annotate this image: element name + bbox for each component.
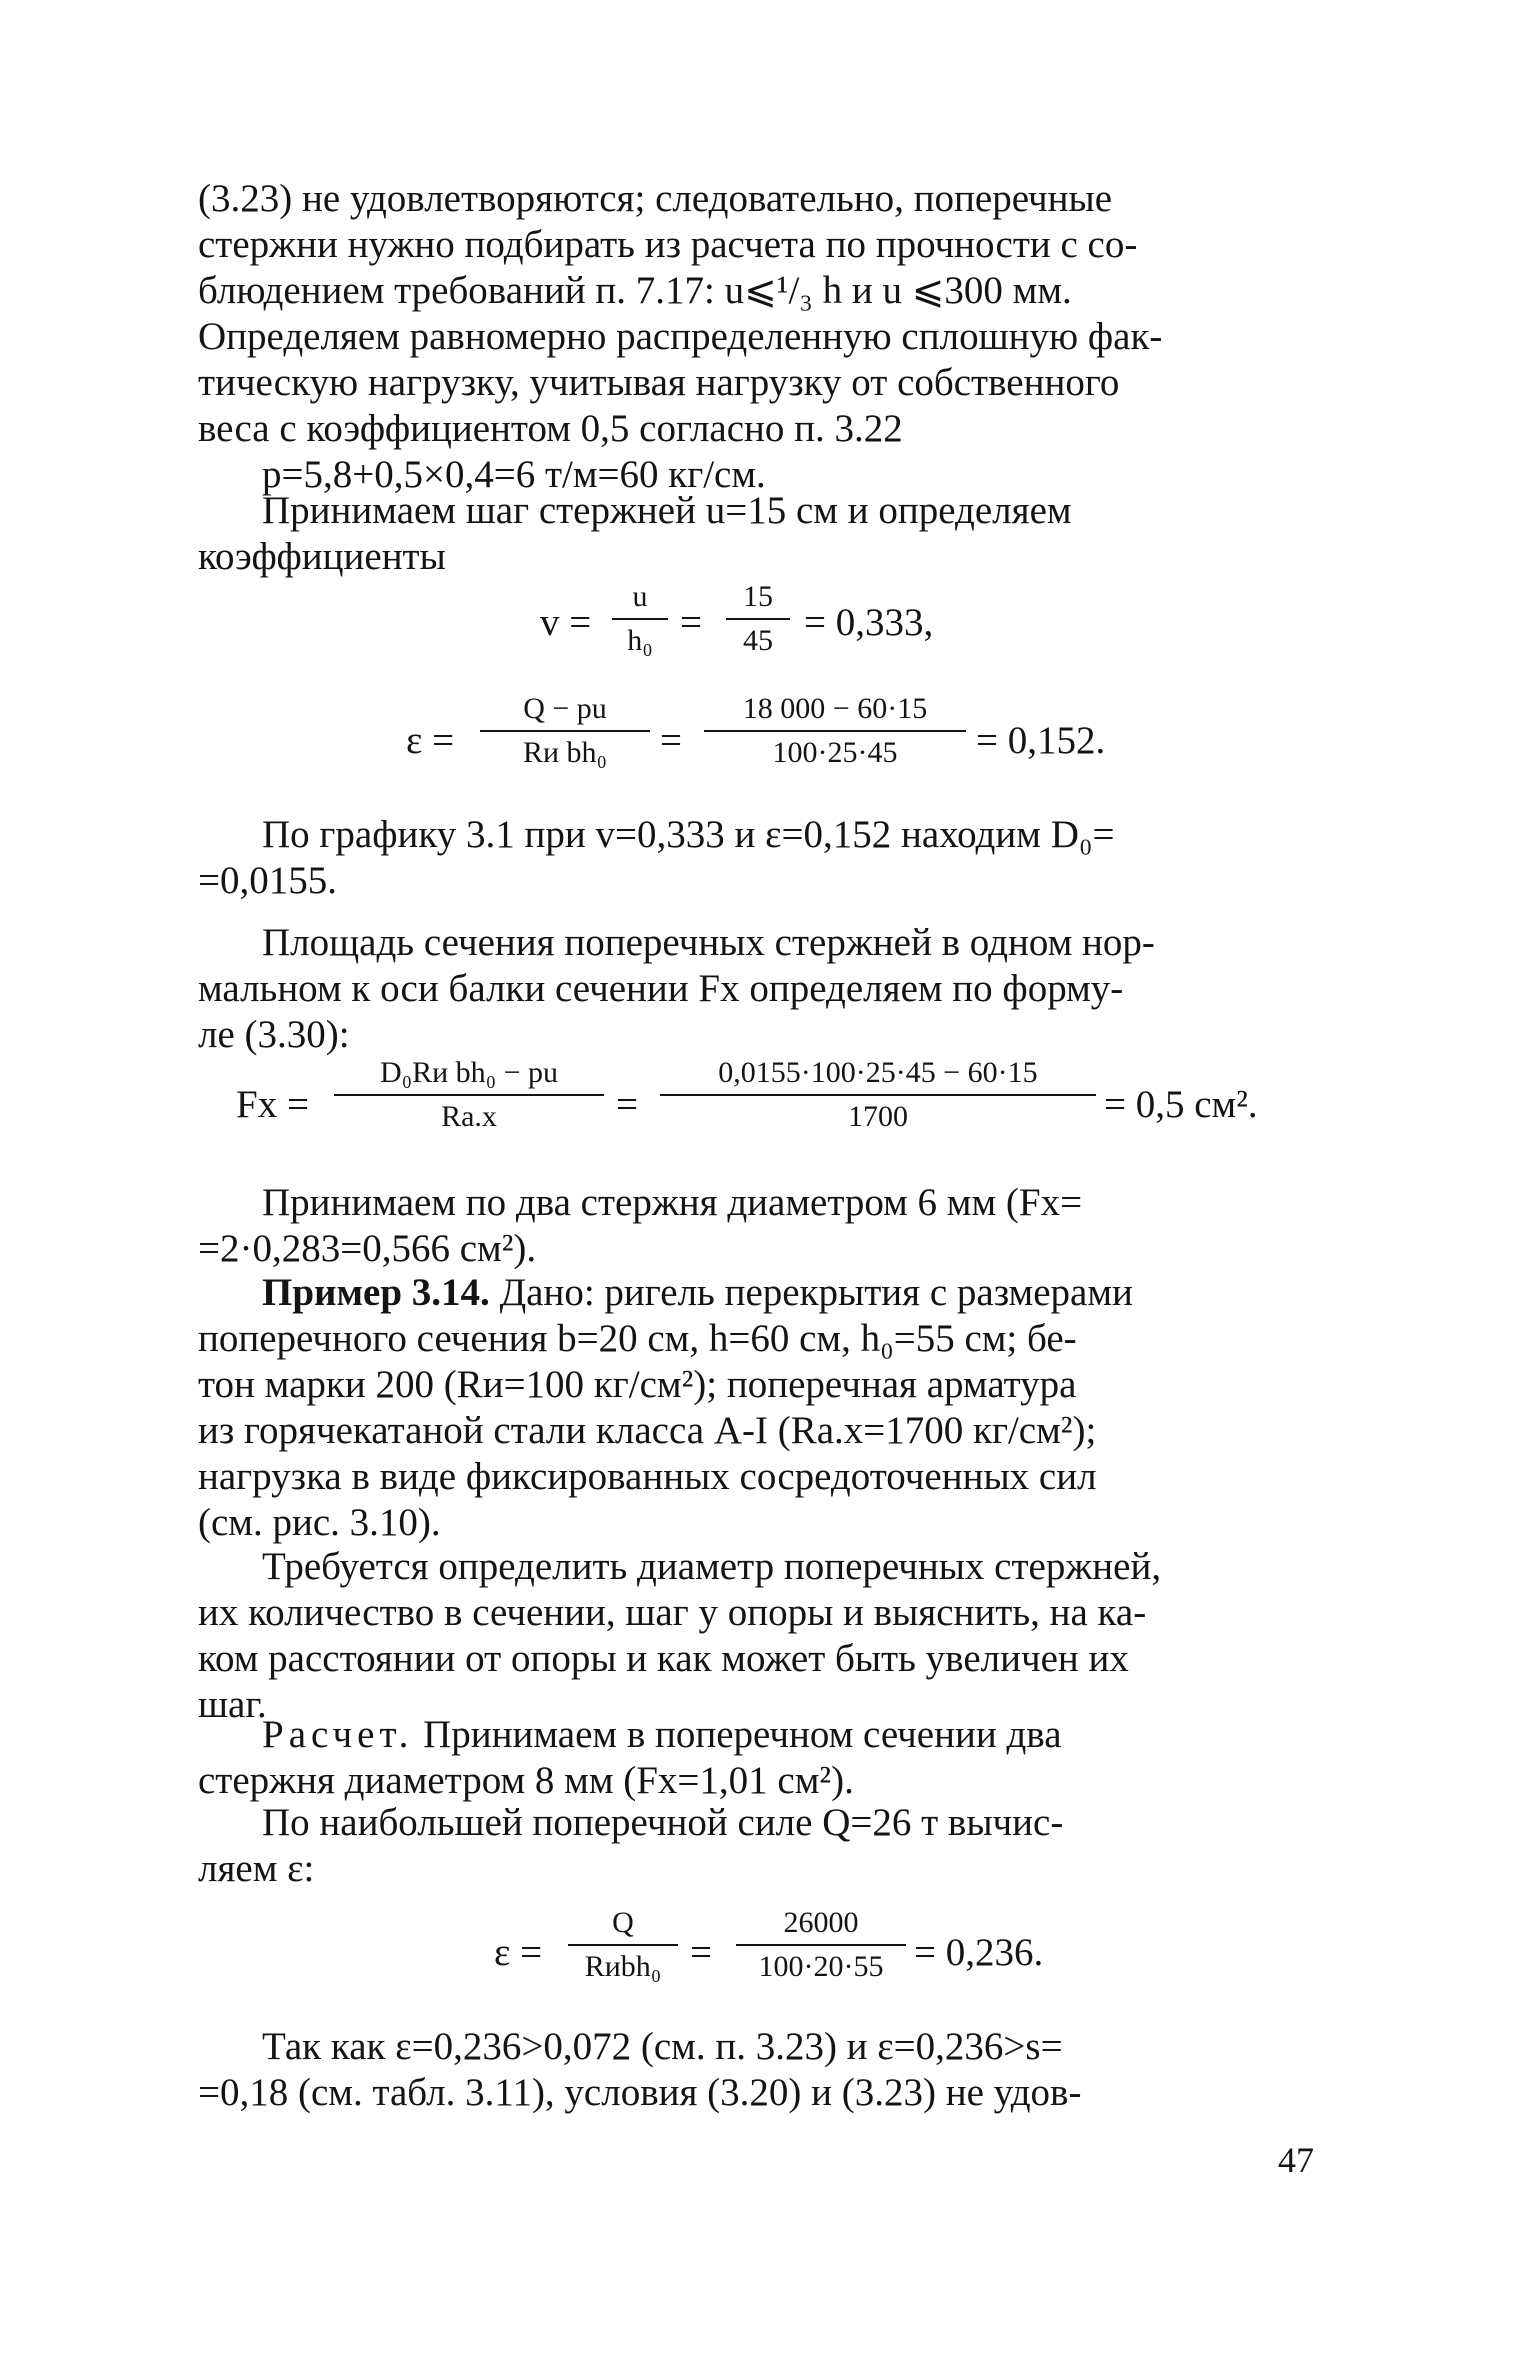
fraction-denominator: 45 xyxy=(726,618,790,658)
fraction xyxy=(568,1906,678,1984)
text-line: коэффициенты xyxy=(198,535,446,578)
fraction xyxy=(480,692,650,770)
section-heading: Расчет. xyxy=(262,1713,414,1756)
fraction-denominator: 1700 xyxy=(660,1094,1096,1134)
paragraph-calculation xyxy=(198,1712,1338,1804)
fraction-numerator: 26000 xyxy=(783,1906,859,1939)
text-line: Определяем равномерно распределенную сплошную фак- xyxy=(198,315,1163,358)
fraction xyxy=(704,692,966,770)
page-number: 47 xyxy=(1278,2140,1314,2180)
equation-rhs: = 0,236. xyxy=(914,1931,1044,1974)
fraction-numerator: 18 000 − 60·15 xyxy=(742,692,928,725)
text-line: Площадь сечения поперечных стержней в одном нор- xyxy=(262,921,1155,964)
equals-sign: = xyxy=(690,1931,712,1974)
paragraph-example xyxy=(198,1270,1338,1546)
equals-sign: = xyxy=(680,601,702,644)
fraction xyxy=(726,580,790,658)
text-line: тическую нагрузку, учитывая нагрузку от собственного xyxy=(198,361,1120,404)
fraction-numerator: u xyxy=(632,580,648,613)
text-line: веса с коэффициентом 0,5 согласно п. 3.22 xyxy=(198,407,903,450)
text-line: Принимаем шаг стержней u=15 см и определяем xyxy=(262,489,1072,532)
text-line: стержни нужно подбирать из расчета по прочности с со- xyxy=(198,223,1138,266)
text-line: =2·0,283=0,566 см²). xyxy=(198,1227,537,1270)
text-line xyxy=(198,1270,1338,1316)
text-line: ком расстоянии от опоры и как может быть увеличен их xyxy=(198,1637,1129,1680)
example-heading: Пример 3.14. xyxy=(262,1271,490,1314)
fraction-denominator: h₀ xyxy=(612,618,668,658)
paragraph-task xyxy=(198,1544,1338,1728)
text-line: стержня диаметром 8 мм (Fх=1,01 см²). xyxy=(198,1759,854,1802)
fraction xyxy=(660,1056,1096,1134)
text-line: Принимаем по два стержня диаметром 6 мм (Fх= xyxy=(262,1181,1083,1224)
fraction xyxy=(334,1056,604,1134)
text-fragment: Принимаем в поперечном сечении два xyxy=(413,1713,1062,1756)
fraction-denominator: 100·25·45 xyxy=(704,730,966,770)
equation-lhs: Fх = xyxy=(236,1083,309,1126)
text-line: ле (3.30): xyxy=(198,1013,350,1056)
paragraph-step xyxy=(198,488,1338,580)
equals-sign: = xyxy=(660,719,682,762)
fraction xyxy=(736,1906,906,1984)
paragraph-continuation xyxy=(198,176,1338,498)
fraction-denominator: Rа.х xyxy=(334,1094,604,1134)
text-line: мальном к оси балки сечении Fх определяем по форму- xyxy=(198,967,1124,1010)
equation-lhs: ε = xyxy=(406,719,455,762)
fraction-numerator: 0,0155·100·25·45 − 60·15 xyxy=(718,1056,1038,1089)
text-line: По графику 3.1 при v=0,333 и ε=0,152 находим D₀= xyxy=(262,813,1115,856)
paragraph-graph xyxy=(198,812,1338,904)
fraction-denominator: Rиbh₀ xyxy=(568,1944,678,1984)
text-line: (см. рис. 3.10). xyxy=(198,1501,441,1544)
load-formula-line: p=5,8+0,5×0,4=6 т/м=60 кг/см. xyxy=(262,453,766,496)
text-line: блюдением требований п. 7.17: u⩽¹/₃ h и u ⩽300 мм. xyxy=(198,269,1072,312)
fraction-numerator: Q xyxy=(612,1906,634,1939)
text-line xyxy=(198,1712,1338,1758)
fraction-numerator: 15 xyxy=(743,580,773,613)
text-line: поперечного сечения b=20 см, h=60 см, h₀=55 см; бе- xyxy=(198,1317,1077,1360)
text-line: Так как ε=0,236>0,072 (см. п. 3.23) и ε=0,236>s= xyxy=(262,2025,1063,2068)
text-line: нагрузка в виде фиксированных сосредоточенных сил xyxy=(198,1455,1097,1498)
text-line: их количество в сечении, шаг у опоры и выяснить, на ка- xyxy=(198,1591,1147,1634)
paragraph-max-force xyxy=(198,1800,1338,1892)
equation-rhs: = 0,152. xyxy=(976,719,1106,762)
text-line: По наибольшей поперечной силе Q=26 т вычис- xyxy=(262,1801,1064,1844)
equation-lhs: v = xyxy=(540,601,592,644)
paragraph-bars xyxy=(198,1180,1338,1272)
text-line: Требуется определить диаметр поперечных стержней, xyxy=(262,1545,1162,1588)
paragraph-area xyxy=(198,920,1338,1058)
text-line: из горячекатаной стали класса А-I (Rа.х=1700 кг/см²); xyxy=(198,1409,1097,1452)
text-fragment: Дано: ригель перекрытия с размерами xyxy=(489,1271,1133,1314)
fraction-denominator: 100·20·55 xyxy=(736,1944,906,1984)
equation-rhs: = 0,5 см². xyxy=(1104,1083,1258,1126)
text-line: шаг. xyxy=(198,1683,267,1726)
fraction xyxy=(612,580,668,658)
equals-sign: = xyxy=(616,1083,638,1126)
equation-rhs: = 0,333, xyxy=(804,601,934,644)
text-line: =0,18 (см. табл. 3.11), условия (3.20) и (3.23) не удов- xyxy=(198,2071,1082,2114)
text-line: (3.23) не удовлетворяются; следовательно, поперечные xyxy=(198,177,1113,220)
equation-lhs: ε = xyxy=(494,1931,543,1974)
paragraph-conclusion xyxy=(198,2024,1338,2116)
fraction-denominator: Rи bh₀ xyxy=(480,730,650,770)
fraction-numerator: D₀Rи bh₀ − pu xyxy=(379,1056,559,1089)
fraction-numerator: Q − pu xyxy=(523,692,607,725)
text-line: =0,0155. xyxy=(198,859,337,902)
text-line: ляем ε: xyxy=(198,1847,315,1890)
text-line: тон марки 200 (Rи=100 кг/см²); поперечная арматура xyxy=(198,1363,1077,1406)
